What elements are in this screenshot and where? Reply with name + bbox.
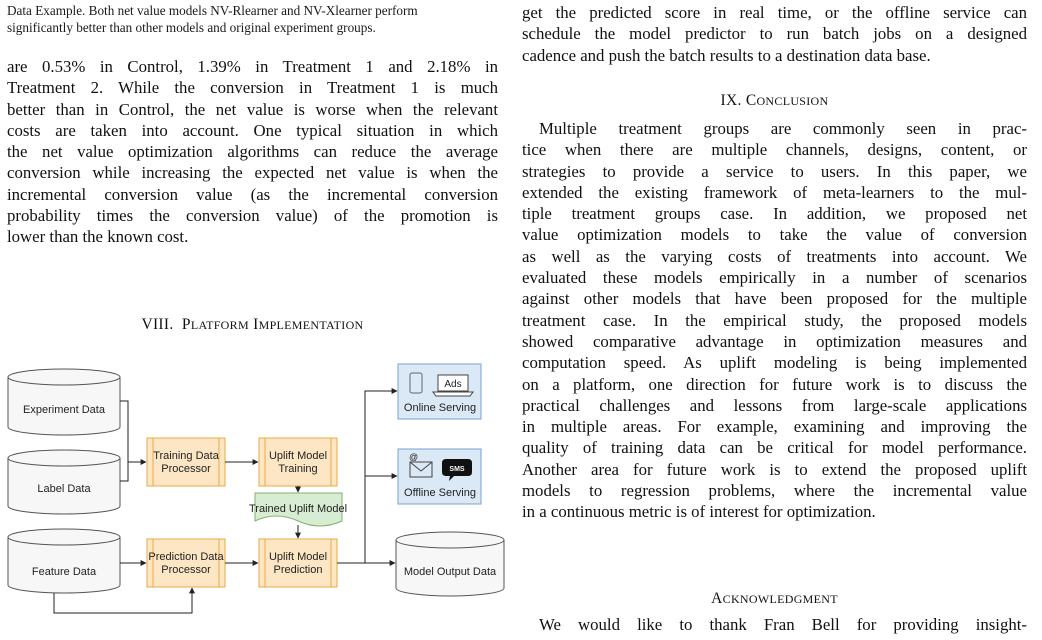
training-processor-box [147,438,225,486]
svg-text:Uplift Model: Uplift Model [268,551,328,563]
text-line: strategies to provide a service to users. In this paper, we [522,161,1027,181]
svg-text:Online Serving: Online Serving [403,402,477,414]
paragraph-acknowledgment [522,614,1027,635]
text-line: lower than the known cost. [7,227,189,247]
svg-text:Trained Uplift Model: Trained Uplift Model [248,503,348,515]
text-line: showed comparative advantage in optimization measures and [522,331,1027,351]
text-line: models to regression problems, where the incremental value [522,481,1027,501]
text-line: evaluated these models empirically in a number of scenarios [522,268,1027,288]
trained-model-doc [249,493,347,526]
caption-line: significantly better than other models and original experiment groups. [7,20,376,35]
text-line: computation speed. As uplift modeling is being implemented [522,353,1027,373]
label-data-cylinder [8,450,120,514]
text-line: conversion while increasing the expected net value is when the [7,163,498,183]
text-line: incremental conversion value (as the incremental conversion [7,184,498,204]
feature-data-label: Feature Data [31,566,97,578]
text-line: the net value optimization algorithms can reduce the average [7,142,498,162]
text-line: practical challenges and lessons from large-scale applications [522,395,1027,415]
svg-text:@: @ [409,452,419,462]
text-line: are 0.53% in Control, 1.39% in Treatment 1 and 2.18% in [7,57,498,76]
section-heading-acknowledgment: ACKNOWLEDGMENT [711,590,838,607]
experiment-data-cylinder [8,369,120,435]
text-line: tice when there are multiple channels, designs, content, or [522,140,1027,160]
text-line: quality of training data can be critical for model performance. [522,438,1027,458]
svg-text:Prediction Data: Prediction Data [148,551,224,563]
svg-text:Processor: Processor [161,564,211,576]
paragraph-results [7,56,498,248]
uplift-training-box [259,438,337,486]
section-heading-platform: VIII. PLATFORM IMPLEMENTATION [141,316,364,333]
offline-serving-box [398,449,481,504]
text-line: on a platform, one direction for future work is to discuss the [522,374,1027,394]
text-line: probability times the conversion value) of the promotion is [7,206,498,226]
paragraph-conclusion [522,118,1027,523]
section-heading-conclusion: IX. CONCLUSION [720,92,829,109]
text-line: better than in Control, the net value is worse when the relevant [7,99,498,119]
text-line: extended the existing framework of meta-learners to the mul- [522,182,1027,202]
text-line: against other models that have been proposed for the multiple [522,289,1027,309]
text-line: We would like to thank Fran Bell for providing insight- [539,615,1027,634]
paragraph-serving [522,2,1027,66]
text-line: cadence and push the batch results to a destination data base. [522,45,931,65]
svg-text:Offline Serving: Offline Serving [404,487,476,499]
caption-line: Data Example. Both net value models NV-Rlearner and NV-Xlearner perform [7,3,418,18]
figure-caption [7,2,497,36]
svg-text:Ads: Ads [444,379,462,390]
uplift-prediction-box [259,539,337,587]
text-line: as well as the varying costs of treatments into account. We [522,246,1027,266]
model-output-label: Model Output Data [403,566,497,578]
prediction-processor-box [147,539,225,587]
feature-data-cylinder [8,529,120,593]
text-line: in a continuous metric is of interest for optimization. [522,502,876,522]
text-line: Treatment 2. While the conversion in Treatment 1 is much [7,78,498,98]
text-line: Multiple treatment groups are commonly seen in prac- [539,119,1027,138]
label-data-label: Label Data [37,483,91,495]
text-line: get the predicted score in real time, or the offline service can [522,3,1027,22]
text-line: in multiple areas. For example, examining and improving the [522,417,1027,437]
svg-text:Uplift Model: Uplift Model [268,450,328,462]
online-serving-box [398,364,481,419]
text-line: value optimization models to take the value of conversion [522,225,1027,245]
svg-text:Training Data: Training Data [153,450,219,462]
text-line: costs are taken into account. One typical situation in which [7,120,498,140]
text-line: treatment case. In the empirical study, the proposed models [522,310,1027,330]
text-line: schedule the model predictor to run batch jobs on a designed [522,24,1027,44]
text-line: Another area for future work is to extend the proposed uplift [522,459,1027,479]
model-output-cylinder [396,532,504,596]
experiment-data-label: Experiment Data [23,404,105,416]
platform-diagram [0,355,510,640]
svg-text:Training: Training [278,463,318,475]
svg-text:SMS: SMS [449,466,465,473]
svg-text:Processor: Processor [161,463,211,475]
text-line: tiple treatment groups case. In addition, we proposed net [522,204,1027,224]
svg-text:Prediction: Prediction [273,564,323,576]
